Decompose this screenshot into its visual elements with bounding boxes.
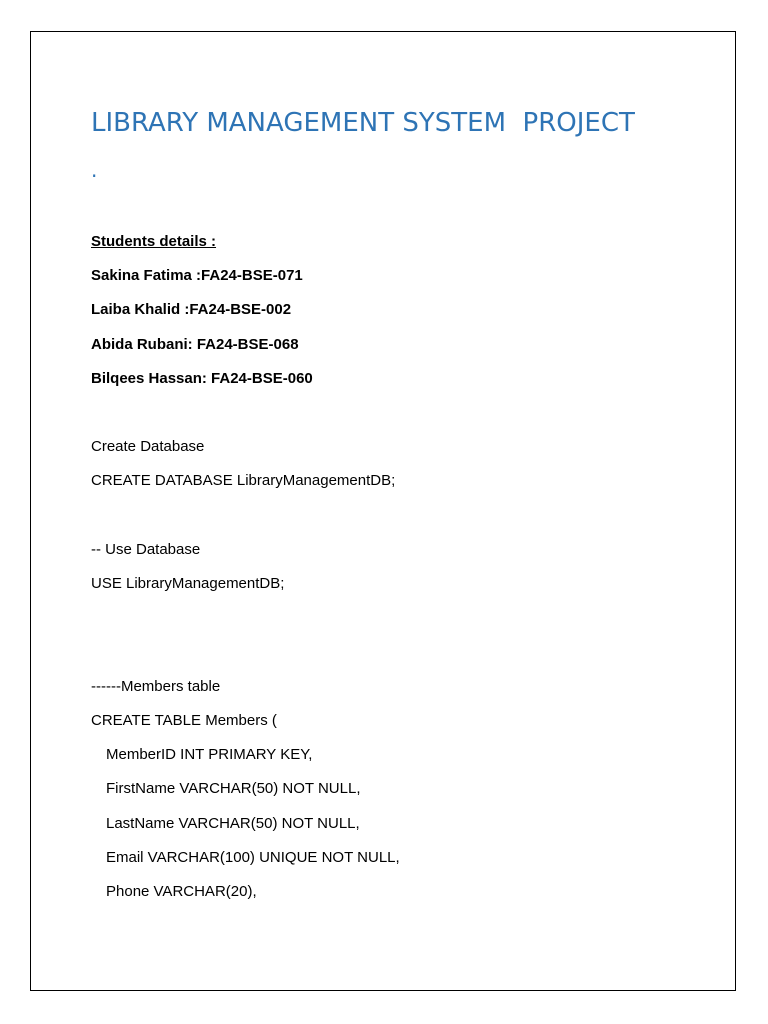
- members-column: LastName VARCHAR(50) NOT NULL,: [106, 815, 360, 832]
- create-db-comment: Create Database: [91, 438, 205, 455]
- members-column: Email VARCHAR(100) UNIQUE NOT NULL,: [106, 849, 400, 866]
- student-entry: Sakina Fatima :FA24-BSE-071: [91, 267, 303, 284]
- student-entry: Laiba Khalid :FA24-BSE-002: [91, 301, 292, 318]
- members-column: FirstName VARCHAR(50) NOT NULL,: [106, 780, 361, 797]
- document-title: LIBRARY MANAGEMENT SYSTEM PROJECT: [91, 108, 635, 138]
- students-heading: Students details :: [91, 233, 217, 250]
- student-entry: Abida Rubani: FA24-BSE-068: [91, 336, 299, 353]
- members-column: Phone VARCHAR(20),: [106, 883, 257, 900]
- title-trailing-dot: .: [91, 158, 98, 182]
- members-create-statement: CREATE TABLE Members (: [91, 712, 277, 729]
- members-comment: ------Members table: [91, 678, 221, 695]
- members-column: MemberID INT PRIMARY KEY,: [106, 746, 313, 763]
- use-db-statement: USE LibraryManagementDB;: [91, 575, 285, 592]
- use-db-comment: -- Use Database: [91, 541, 201, 558]
- create-db-statement: CREATE DATABASE LibraryManagementDB;: [91, 472, 396, 489]
- student-entry: Bilqees Hassan: FA24-BSE-060: [91, 370, 313, 387]
- document-page: [30, 31, 736, 991]
